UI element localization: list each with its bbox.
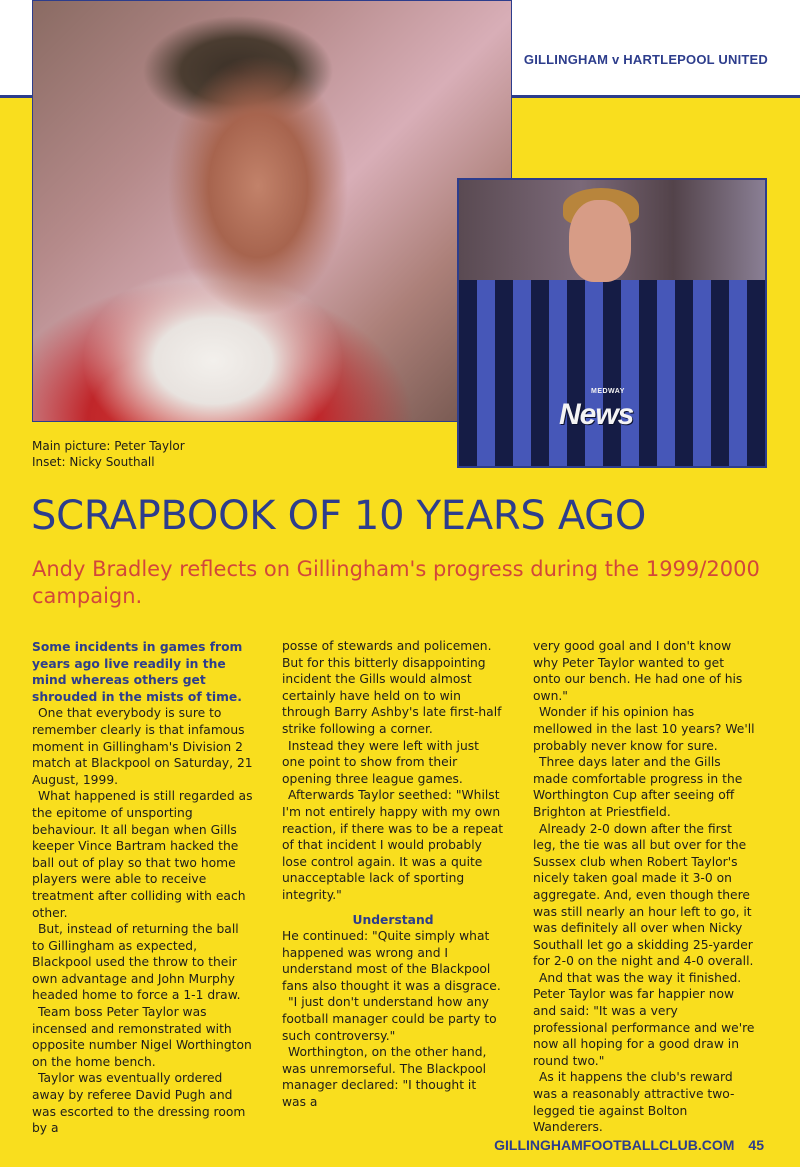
article-column-3 bbox=[533, 638, 755, 1136]
footer-website: GILLINGHAMFOOTBALLCLUB.COM bbox=[494, 1137, 735, 1153]
main-photo-peter-taylor bbox=[32, 0, 512, 422]
paragraph: He continued: "Quite simply what happened was wrong and I understand most of the Blackpool fans also thought it was a disgrace. bbox=[282, 929, 501, 993]
paragraph: Worthington, on the other hand, was unremorseful. The Blackpool manager declared: "I thought it was a bbox=[282, 1045, 487, 1110]
match-title: GILLINGHAM v HARTLEPOOL UNITED bbox=[523, 52, 768, 67]
article-headline: SCRAPBOOK OF 10 YEARS AGO bbox=[31, 493, 647, 539]
paragraph: But, instead of returning the ball to Gillingham as expected, Blackpool used the throw to their own advantage and John Murphy headed home to force a 1-1 draw. bbox=[32, 922, 241, 1003]
paragraph: Taylor was eventually ordered away by referee David Pugh and was escorted to the dressing room by a bbox=[32, 1071, 246, 1136]
article-standfirst: Andy Bradley reflects on Gillingham's progress during the 1999/2000 campaign. bbox=[32, 557, 760, 608]
main-photo-caption: Main picture: Peter Taylor bbox=[32, 439, 185, 453]
article-intro: Some incidents in games from years ago live readily in the mind whereas others get shrouded in the mists of time. bbox=[32, 640, 243, 704]
paragraph: posse of stewards and policemen. But for this bitterly disappointing incident the Gills would almost certainly have held on to win through Barry Ashby's late first-half strike following a corner. bbox=[282, 639, 502, 736]
paragraph: Team boss Peter Taylor was incensed and remonstrated with opposite number Nigel Worthington on the home bench. bbox=[32, 1005, 252, 1069]
subhead-understand: Understand bbox=[352, 912, 434, 927]
shirt-sponsor-small: MEDWAY bbox=[591, 388, 625, 395]
inset-photo-nicky-southall bbox=[457, 178, 767, 468]
paragraph: "I just don't understand how any football manager could be party to such controversy." bbox=[282, 995, 497, 1043]
paragraph: What happened is still regarded as the epitome of unsporting behaviour. It all began when Gills keeper Vince Bartram hacked the ball out of play so that two home players were able to receive treatment after colliding with each other. bbox=[32, 789, 253, 920]
paragraph: Wonder if his opinion has mellowed in the last 10 years? We'll probably never know for sure. bbox=[533, 705, 755, 753]
paragraph: As it happens the club's reward was a reasonably attractive two-legged tie against Bolton Wanderers. bbox=[533, 1070, 735, 1135]
paragraph: Three days later and the Gills made comfortable progress in the Worthington Cup after seeing off Brighton at Priestfield. bbox=[533, 755, 743, 819]
paragraph: One that everybody is sure to remember clearly is that infamous moment in Gillingham's Division 2 match at Blackpool on Saturday, 21 August, 1999. bbox=[32, 706, 253, 787]
paragraph: And that was the way it finished. Peter Taylor was far happier now and said: "It was a very professional performance and we're now all hoping for a good draw in round two." bbox=[533, 970, 755, 1068]
paragraph: Afterwards Taylor seethed: "Whilst I'm not entirely happy with my own reaction, if there was to be a repeat of that incident I would probably lose control again. It was a quite unacceptable lack of sporting integrity." bbox=[282, 788, 504, 902]
paragraph: very good goal and I don't know why Peter Taylor wanted to get onto our bench. He had one of his own." bbox=[533, 639, 743, 703]
page-footer bbox=[494, 1137, 764, 1153]
striped-shirt bbox=[459, 280, 765, 468]
paragraph: Already 2-0 down after the first leg, the tie was all but over for the Sussex club when Robert Taylor's nicely taken goal made it 3-0 on aggregate. And, even though there was still nearly an hour left to go, it was definitely all over when Nicky Southall let go a skidding 25-yarder for 2-0 on the night and 4-0 overall. bbox=[533, 821, 754, 969]
page-number: 45 bbox=[748, 1137, 764, 1153]
article-column-2 bbox=[282, 638, 504, 1111]
paragraph: Instead they were left with just one point to show from their opening three league games. bbox=[282, 738, 479, 786]
shirt-sponsor-logo: News bbox=[559, 398, 634, 431]
player-head bbox=[569, 200, 631, 282]
article-column-1 bbox=[32, 639, 254, 1137]
inset-photo-caption: Inset: Nicky Southall bbox=[32, 455, 155, 469]
